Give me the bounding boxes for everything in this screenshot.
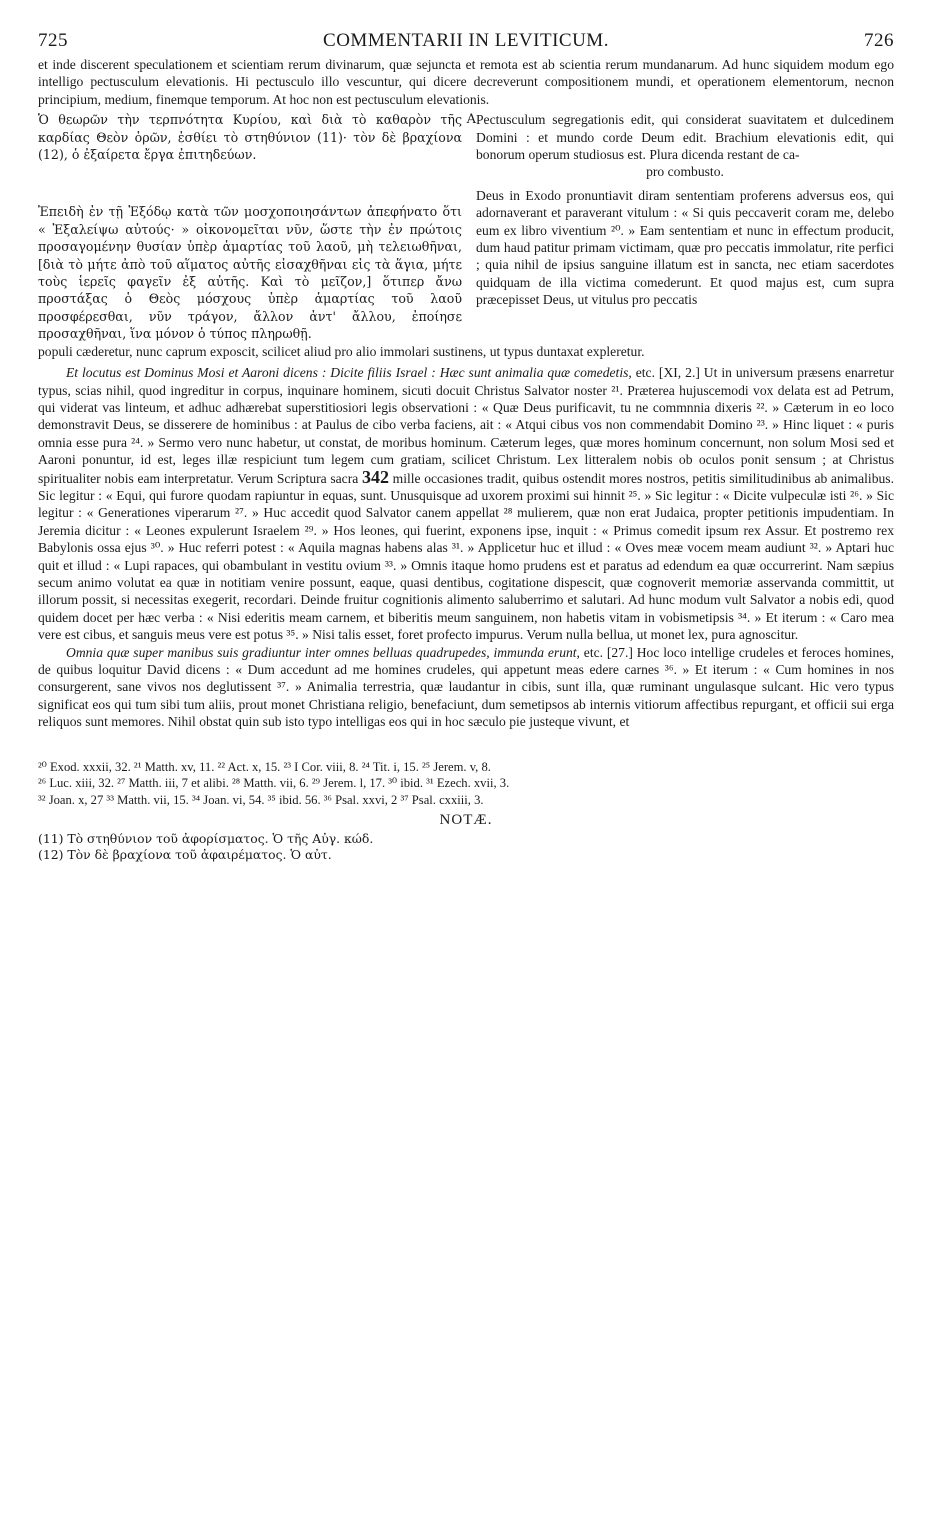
notes — [38, 831, 894, 863]
notae-heading: NOTÆ. — [439, 812, 493, 829]
running-header — [38, 30, 894, 56]
page-number-right: 726 — [864, 30, 894, 51]
note-12: (12) Τὸν δὲ βραχίονα τοῦ ἀφαιρέματος. Ὁ αὐτ. — [38, 847, 332, 863]
paragraph-3b: mille occasiones tradit, quibus ostendit mores nostros, petitis similitudinibus ab animalibus. Sic legitur : « Equi, qui furore quodam rapiuntur in equas, sunt. Unusquisque ad uxorem proximi sui hinnit ²⁵. » Sic legitur : « Dicite vulpeculæ isti ²⁶. » Sic legitur : « Generationes viperarum ²⁷. » Huc accedit quod Salvator canem appellat ²⁸ mulierem, quæ non erat Judaica, propter petitionis impudentiam. In Jeremia dicitur : « Leones expulerunt Israelem ²⁹. » Hos leones, qui fuerint, exponens ipse, inquit : « Primus comedit ipsum rex Assur. Et postremo rex Babylonis ossa ejus ³⁰. » Huc referri potest : « Aquila magnas habens alas ³¹. » Applicetur huc et illud : « Oves meæ vocem meam audiunt ³². » Aptari huc quit et illud : « Lupi rapaces, qui obambulant in vestitu ovium ³³. » Omnis itaque homo prudens est et paratus ad edendum ea quæ occurrerint. Nam sæpius secum animo volutat ea quæ in notitiam venire possunt, eaque, quasi dentibus, cogitatione dispescit, quæ cognoverit memoriæ asservanda committit, ut illorum possit, si necessitas exegerit, recordari. Deinde fruitur cognitionis alimento saluberrimo et salutari. Ad hunc modum vult Salvator a nobis edi, quod quidem docet per hæc verba : « Nisi ederitis meam carnem, et biberitis meum sanguinem, non habetis vitam in vobismetipsis ³⁴. » Et iterum : « Caro mea vere est cibus, et sanguis meus vere est potus ³⁵. » Nisi talis esset, foret profecto impurus. Verum nulla bellua, ut monet lex, pura agnoscitur. — [38, 470, 894, 643]
latin-column — [476, 111, 894, 342]
paragraph-4 — [38, 644, 894, 731]
intro-text: et inde discerent speculationem et scientiam rerum divinarum, quæ sejuncta et remota est ab scientia rerum mundanarum. Ad hunc siquidem modum ego intelligo pectusculum elevationis. Hi pectusculo illo vescuntur, qui dicere decreverunt compositionem mundi, et operationem elementorum, necnon principium, medium, finemque temporum. At hoc non est pectusculum elevationis. — [38, 57, 894, 107]
page-number-left: 725 — [38, 30, 68, 51]
footnotes-line-2: ²⁶ Luc. xiii, 32. ²⁷ Matth. iii, 7 et alibi. ²⁸ Matth. vii, 6. ²⁹ Jerem. l, 17. ³⁰ ibid. ³¹ Ezech. xvii, 3. — [38, 776, 510, 791]
footnotes-line-1: ²⁰ Exod. xxxii, 32. ²¹ Matth. xv, 11. ²² Act. x, 15. ²³ I Cor. viii, 8. ²⁴ Tit. i, 15. ²⁵ Jerem. v, 8. — [38, 759, 491, 774]
scripture-lemma-2: Omnia quæ super manibus suis gradiuntur inter omnes belluas quadrupedes, immunda erunt, — [66, 644, 580, 660]
main-text — [38, 343, 894, 731]
latin-text-2-continued: populi cæderetur, nunc caprum exposcit, scilicet aliud pro alio immolari sustinens, ut typus duntaxat expleretur. — [38, 343, 645, 359]
page — [38, 30, 894, 863]
greek-text-2: Ἐπειδὴ ἐν τῇ Ἐξόδῳ κατὰ τῶν μοσχοποιησάντων ἀπεφήνατο ὅτι « Ἐξαλείψω αὐτούς· » οἰκονομεῖται νῦν, ὥστε τὴν ἐν πρώτοις προσαγομένην θυσίαν ὑπὲρ ἁμαρτίας τοῦ λαοῦ, μὴ τελειωθῆναι, [διὰ τὸ μήτε ἀπὸ τοῦ αἵματος αὐτῆς εἰσαχθῆναι εἰς τὰ ἅγια, μήτε τοὺς ἱερεῖς φαγεῖν ἐξ αὐτῆς. Καὶ τὸ μεῖζον,] ὅτιπερ ἄνω προστάξας ὁ Θεὸς μόσχους ὑπὲρ ἁμαρτίας τοῦ λαοῦ προσφέρεσθαι, νῦν τράγον, ἄλλον ἀντ' ἄλλου, ἐποίησε προσαχθῆναι, ἵνα μόνον ὁ τύπος πληρωθῇ. — [38, 204, 462, 342]
latin-text-1b: pro combusto. — [646, 164, 724, 180]
latin-text-2: Deus in Exodo pronuntiavit diram sententiam proferens adversus eos, qui adornaverant et paraverant vitulum : « Si quis peccaverit coram me, delebo eum ex libro viventium ²⁰. » Eam sententiam et nunc in effectum producit, dum haud patitur primam victimam, quæ pro peccatis immolatur, rite perfici ; quia nihil de ipsius sanguine illatum est in sancta, nec etiam sacerdotes quidquam de illa victima comederunt. Et quod majus est, cum supra præcepisset Deus, ut vitulus pro peccatis — [476, 187, 894, 308]
two-column-block — [38, 111, 894, 342]
intro-paragraph — [38, 56, 894, 108]
note-11: (11) Τὸ στηθύνιον τοῦ ἀφορίσματος. Ὁ τῆς Αὐγ. κώδ. — [38, 831, 374, 847]
lemma-2-reference: etc. [27.] — [583, 644, 633, 660]
paragraph-4-text: Hoc loco intellige crudeles et feroces homines, de quibus loquitur David dicens : « Dum accedunt ad me homines crudeles, qui appetunt meas edere carnes ³⁶. » Et iterum : « Cum homines in nos consurgerent, sane vivos nos deglutissent ³⁷. » Animalia terrestria, quæ laudantur in cibis, sunt illa, quæ ruminant ungulasque sulcant. Hic vero typus significat eos qui tum sibi tum aliis, prout monet Christiana religio, benefaciunt, dum semetipsos ab internis vitiorum affectibus repurgant, et officii sui erga reliquos sunt memores. Nihil obstat quin sub isto typo intelligas eos qui in hoc sæculo pie justeque vivunt, et — [38, 644, 895, 730]
greek-column — [38, 111, 476, 342]
scripture-lemma-1: Et locutus est Dominus Mosi et Aaroni dicens : Dicite filiis Israel : Hæc sunt animalia quæ comedetis, — [66, 365, 632, 381]
greek-text-1: Ὁ θεωρῶν τὴν τερπνότητα Κυρίου, καὶ διὰ τὸ καθαρὸν τῆς καρδίας Θεὸν ὁρῶν, ἐσθίει τὸ στηθύνιον (11)· τὸν δὲ βραχίονα (12), ὁ ἐξαίρετα ἔργα ἐπιτηδεύων. — [38, 112, 462, 163]
column-marker: A — [466, 112, 476, 128]
running-title: COMMENTARII IN LEVITICUM. — [323, 30, 609, 51]
footnotes — [38, 759, 894, 809]
marginal-column-number: 342 — [361, 466, 389, 487]
latin-text-1: Pectusculum segregationis edit, qui considerat suavitatem et dulcedinem Domini : et mundo corde Deum edit. Brachium elevationis edit, qui bonorum operum studiosus est. Plura dicenda restant de ca- — [476, 112, 894, 163]
paragraph-3a: etc. [XI, 2.] Ut in universum præsens enarretur typus, scias nihil, quod ingreditur in corpus, inquinare hominem, sicuti docuit Christus Salvator noster ²¹. Præterea hujuscemodi vox delata est ad Petrum, qui viderat vas linteum, et adhuc adhærebat superstitiosiori legis observationi : « Quæ Deus purificavit, tu ne commnnia dixeris ²². » Cæterum in eo loco demonstravit Deus, se disserere de hominibus : at Paulus de cibo verba faciens, ait : « Atqui cibus vos non commendabit Domino ²³. » Hinc liquet : « puris omnia esse pura ²⁴. » Sermo vero nunc habetur, ut constat, de moribus hominum. Cæterum leges, quæ mores hominum concernunt, non solum Mosi sed et Aaroni ponuntur, id est, leges illæ respiciunt tum legem cum gratiam, scilicet Christum. Lex litteralem nobis ob oculos ponit sensum ; at Christus spiritualiter nobis eam interpretatur. Verum Scriptura sacra — [38, 365, 894, 486]
footnotes-line-3: ³² Joan. x, 27 ³³ Matth. vii, 15. ³⁴ Joan. vi, 54. ³⁵ ibid. 56. ³⁶ Psal. xxvi, 2 ³⁷ Psal. cxxiii, 3. — [38, 792, 484, 807]
paragraph-3 — [38, 364, 894, 644]
